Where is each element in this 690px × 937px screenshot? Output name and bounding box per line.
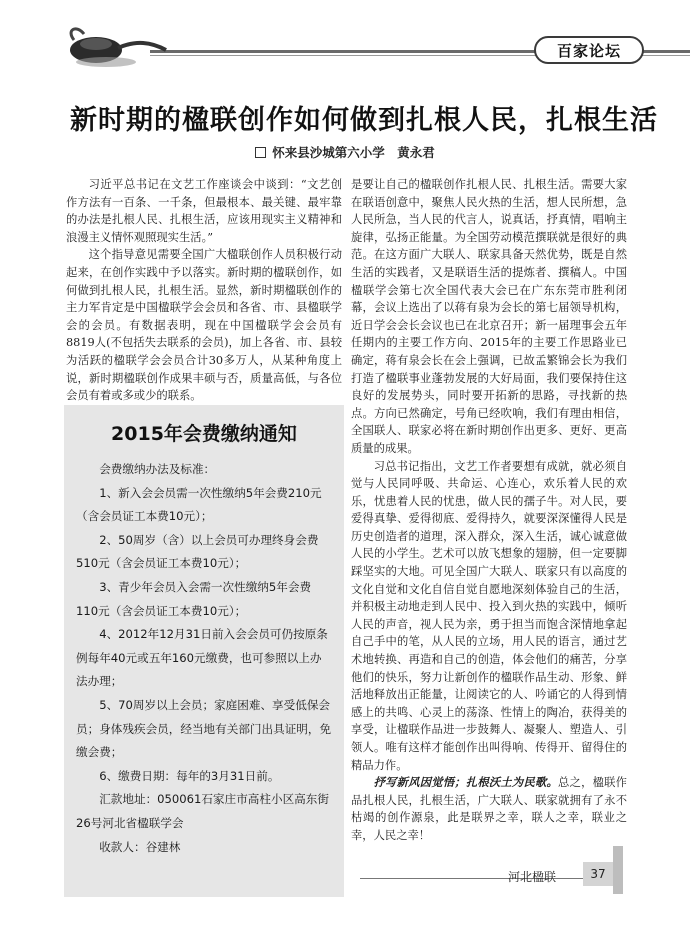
closing-paragraph xyxy=(351,774,627,844)
paragraph: 习近平总书记在文艺工作座谈会中谈到：“文艺创作方法有一百条、一千条，但最根本、最关键、最牢靠的办法是扎根人民、扎根生活，应该用现实主义精神和浪漫主义情怀观照现实生活。” xyxy=(66,178,342,244)
ink-teapot-decoration-icon xyxy=(66,20,186,76)
paragraph: 是要让自己的楹联创作扎根人民、扎根生活。需要大家在联语创意中，聚焦人民火热的生活，想人民所想，急人民所急，当人民的代言人，说真话，抒真情，唱响主旋律，弘扬正能量。为全国劳动模范撰联就是很好的典范。在这方面广大联人、联家具备天然优势，既是自然生活的实践者，又是联语生活的提炼者、撰稿人。中国楹联学会第七次全国代表大会已在广东东莞市胜利闭幕，会议上选出了以蒋有泉为会长的第七届领导机构，近日学会会长会议也已在北京召开；新一届理事会五年任期内的主要工作方向、2015年的主要工作思路业已确定，蒋有泉会长在会上强调，已故孟繁锦会长为我们打造了楹联事业蓬勃发展的大好局面，我们要保持住这良好的发展势头，同时要开拓新的思路，寻找新的热点。方向已然确定，号角已经吹响，我们有理由相信，全国联人、联家必将在新时期创作出更多、更好、更高质量的成果。 xyxy=(351,178,627,455)
closing-couplet: 抒写新风因觉悟；扎根沃土为民歌。 xyxy=(373,775,559,790)
notice-line: 会费缴纳办法及标准： xyxy=(99,462,216,476)
notice-title: 2015年会费缴纳通知 xyxy=(111,423,297,445)
article-title: 新时期的楹联创作如何做到扎根人民，扎根生活 xyxy=(70,105,658,136)
notice-line: 收款人：谷建林 xyxy=(99,839,181,854)
left-column xyxy=(66,176,342,422)
article-author xyxy=(0,143,690,161)
notice-body xyxy=(76,458,332,859)
notice-line: 6、缴费日期：每年的3月31日前。 xyxy=(99,768,280,783)
notice-line: 3、青少年会员入会需一次性缴纳5年会费110元（含会员证工本费10元）； xyxy=(76,579,312,618)
notice-line: 5、70周岁以上会员；家庭困难、享受低保会员；身体残疾会员，经当地有关部门出具证明，免缴会费； xyxy=(76,697,332,760)
footer-bar xyxy=(613,846,623,894)
publication-name: 河北楹联 xyxy=(508,870,557,884)
paragraph: 这个指导意见需要全国广大楹联创作人员积极行动起来，在创作实践中予以落实。新时期的楹联创作，如何做到扎根人民，扎根生活。显然，新时期楹联创作的主力军肯定是中国楹联学会会员和各省、市、县楹联学会的会员。有数据表明，现在中国楹联学会会员有8819人(不包括失去联系的会员)，加上各省、市、县较为活跃的楹联学会会员合计30多万人，从某种角度上说，新时期楹联创作成果丰硕与否，质量高低，与各位会员有着或多或少的联系。 xyxy=(66,248,342,403)
page-number: 37 xyxy=(583,862,613,886)
section-label: 百家论坛 xyxy=(534,36,644,64)
notice-line: 2、50周岁（含）以上会员可办理终身会费510元（含会员证工本费10元）； xyxy=(76,532,319,571)
notice-line: 汇款地址：050061石家庄市高柱小区高东街26号河北省楹联学会 xyxy=(76,792,329,830)
footer-rule xyxy=(360,878,620,879)
membership-fee-notice xyxy=(64,405,344,897)
paragraph: 习总书记指出，文艺工作者要想有成就，就必须自觉与人民同呼吸、共命运、心连心，欢乐着人民的欢乐，忧患着人民的忧患，做人民的孺子牛。对人民，要爱得真挚、爱得彻底、爱得持久，就要深深懂得人民是历史创造者的道理，深入群众，深入生活，诚心诚意做人民的小学生。艺术可以放飞想象的翅膀，但一定要脚踩坚实的大地。可见全国广大联人、联家只有以高度的文化自觉和文化自信自觉自愿地深刻体验自己的生活，并积极主动地走到人民中、投入到火热的实践中，倾听人民的声音，视人民为亲，勇于担当而饱含深情地拿起自己手中的笔，从人民的立场，用人民的语言，通过艺术地转换、再造和自己的创造，体会他们的痛苦，分享他们的快乐，努力让新创作的楹联作品生动、形象、鲜活地释放出正能量，让阅读它的人、吟诵它的人得到情感上的共鸣、心灵上的荡涤、性情上的陶冶，获得美的享受，让楹联作品进一步鼓舞人、凝聚人、塑造人、引领人。唯有这样才能创作出叫得响、传得开、留得住的精品力作。 xyxy=(351,459,627,772)
right-column xyxy=(351,176,627,845)
notice-line: 4、2012年12月31日前入会会员可仍按原条例每年40元或五年160元缴费，也可参照以上办法办理； xyxy=(76,627,328,689)
notice-line: 1、新入会会员需一次性缴纳5年会费210元（含会员证工本费10元）； xyxy=(76,485,322,524)
checkbox-square-icon xyxy=(255,147,266,158)
author-text: 怀来县沙城第六小学 黄永君 xyxy=(272,145,435,160)
closing-text: 总之，楹联作品扎根人民，扎根生活，广大联人、联家就拥有了永不枯竭的创作源泉，此是联界之幸，联人之幸，联业之幸，人民之幸！ xyxy=(351,776,627,842)
